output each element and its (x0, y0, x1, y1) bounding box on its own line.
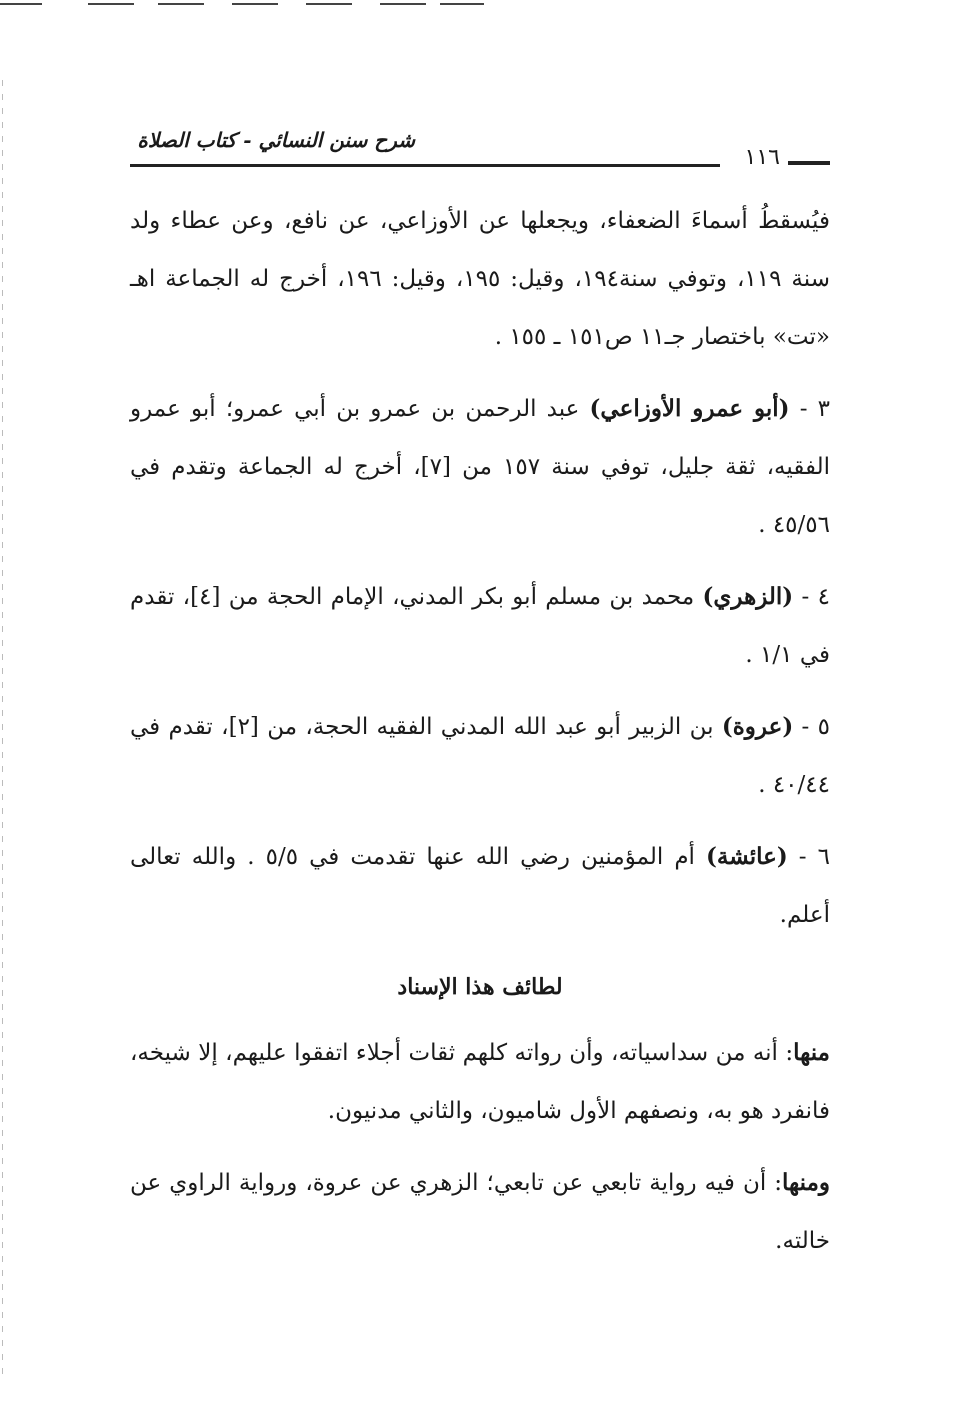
running-title: شرح سنن النسائي - كتاب الصلاة (137, 128, 415, 152)
section-heading: لطائف هذا الإسناد (397, 974, 563, 1000)
entry-number: ٥ - (793, 714, 830, 740)
paragraph-text: فيُسقطُ أسماءَ الضعفاء، ويجعلها عن الأوزاعي، عن نافع، وعن عطاء ولد سنة ١١٩، وتوفي سنة١٩٤، وقيل: ١٩٥، وقيل: ١٩٦، أخرج له الجماعة اهـ «تت» باختصار جـ١١ ص١٥١ ـ ١٥٥ . (130, 208, 830, 350)
scan-margin-line (2, 80, 3, 1380)
entry-number: ٣ - (789, 396, 830, 422)
benefit-text: : أنه من سداسياته، وأن رواته كلهم ثقات أجلاء اتفقوا عليهم، إلا شيخه، فانفرد هو به، ونصفهم الأول شاميون، والثاني مدنيون. (130, 1040, 830, 1124)
benefit-2 (130, 1154, 830, 1270)
narrator-entry-5 (130, 698, 830, 814)
narrator-name: (عروة) (721, 713, 794, 740)
narrator-name: (الزهري) (702, 583, 794, 610)
entry-text: عبد الرحمن بن عمرو بن أبي عمرو؛ أبو عمرو الفقيه، ثقة جليل، توفي سنة ١٥٧ من [٧]، أخرج له الجماعة وتقدم في ٤٥/٥٦ . (130, 396, 830, 538)
top-scan-rules (0, 0, 970, 10)
benefit-text: : أن فيه رواية تابعي عن تابعي؛ الزهري عن عروة، ورواية الراوي عن خالته. (130, 1170, 830, 1254)
entry-text: بن الزبير أبو عبد الله المدني الفقيه الحجة، من [٢]، تقدم في ٤٠/٤٤ . (130, 714, 830, 798)
narrator-name: (أبو عمرو الأوزاعي) (589, 395, 790, 422)
entry-number: ٤ - (793, 584, 830, 610)
narrator-entry-4 (130, 568, 830, 684)
narrator-entry-3 (130, 380, 830, 554)
narrator-name: (عائشة) (706, 843, 788, 870)
entry-text: أم المؤمنين رضي الله عنها تقدمت في ٥/٥ . والله تعالى أعلم. (130, 844, 830, 928)
page-body (130, 192, 830, 1284)
benefit-1 (130, 1024, 830, 1140)
paragraph-continuation (130, 192, 830, 366)
benefit-lead: ومنها (782, 1169, 830, 1196)
page-number-dash (788, 161, 830, 165)
page-header (130, 128, 830, 173)
narrator-entry-6 (130, 828, 830, 944)
entry-number: ٦ - (787, 844, 830, 870)
header-rule (130, 164, 720, 167)
page-number: ١١٦ (744, 145, 780, 170)
benefit-lead: منها (793, 1039, 830, 1066)
entry-text: محمد بن مسلم أبو بكر المدني، الإمام الحجة من [٤]، تقدم في ١/١ . (130, 584, 830, 668)
